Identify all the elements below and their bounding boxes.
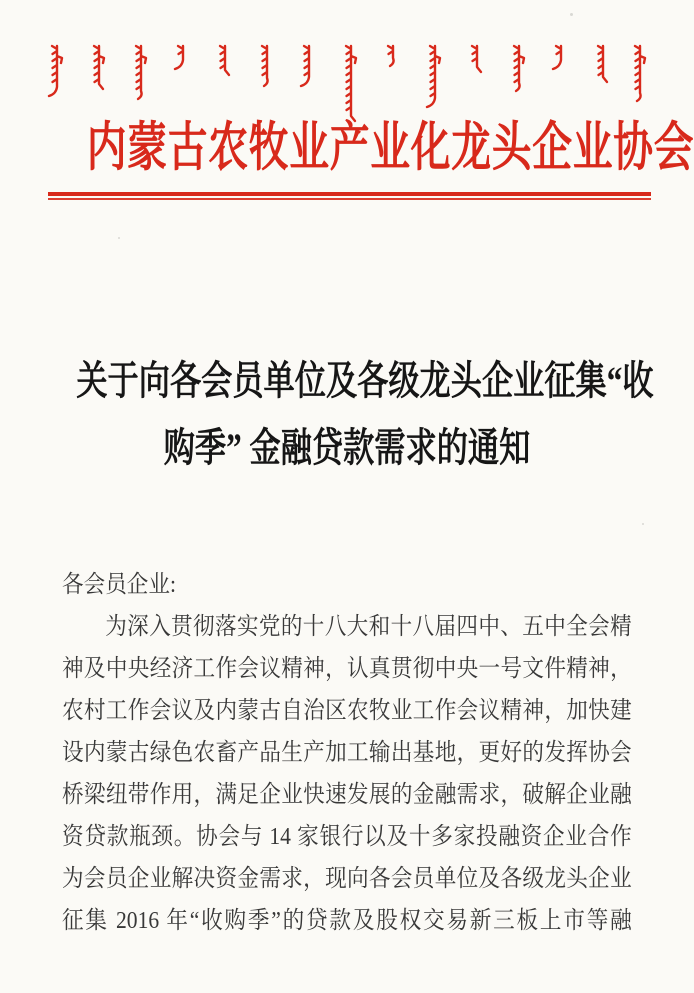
body-line-7: 为会员企业解决资金需求，现向各会员单位及各级龙头企业 [62, 866, 632, 892]
body-line-4: 设内蒙古绿色农畜产品生产加工输出基地，更好的发挥协会 [62, 740, 632, 766]
body-line-6: 资贷款瓶颈。协会与 14 家银行以及十多家投融资企业合作 [62, 824, 632, 850]
divider-thick-rule [48, 192, 651, 196]
document-title-line2: 购季” 金融贷款需求的通知 [163, 425, 531, 470]
body-line-5: 桥梁纽带作用，满足企业快速发展的金融需求，破解企业融 [62, 782, 632, 808]
scan-speckle [642, 523, 644, 525]
organization-name: 内蒙古农牧业产业化龙头企业协会 [86, 119, 694, 177]
body-line-1: 为深入贯彻落实党的十八大和十八届四中、五中全会精 [105, 614, 632, 640]
document-title-line1: 关于向各会员单位及各级龙头企业征集“收 [76, 358, 654, 403]
document-body [62, 564, 632, 942]
body-line-3: 农村工作会议及内蒙古自治区农牧业工作会议精神，加快建 [62, 698, 632, 724]
scan-speckle [118, 237, 120, 239]
salutation-line: 各会员企业: [62, 572, 177, 598]
header-divider [48, 192, 651, 200]
body-line-8: 征集 2016 年“收购季”的贷款及股权交易新三板上市等融 [62, 908, 632, 934]
scan-speckle [570, 13, 573, 16]
body-line-2: 神及中央经济工作会议精神，认真贯彻中央一号文件精神， [62, 656, 632, 682]
divider-thin-rule [48, 198, 651, 200]
document-title [0, 347, 694, 481]
